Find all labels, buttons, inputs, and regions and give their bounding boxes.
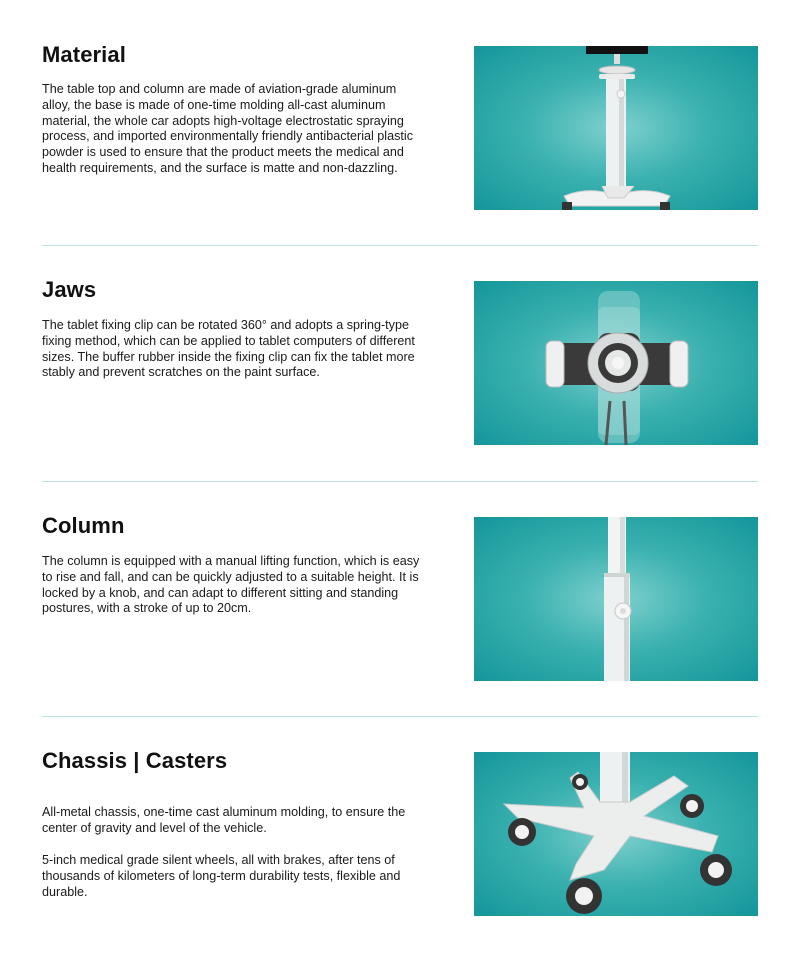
section-divider <box>42 245 758 246</box>
section-text-column: The column is equipped with a manual lifting function, which is easy to rise and fall, and can be quickly adjusted to a suitable height. It is locked by a knob, and can adapt to different sitting and standing postures, with a stroke of up to 20cm. <box>42 554 420 616</box>
section-text-chassis: All-metal chassis, one-time cast aluminum molding, to ensure the center of gravity and level of the vehicle. <box>42 805 406 835</box>
section-text-jaws: The tablet fixing clip can be rotated 360° and adopts a spring-type fixing method, which can be applied to tablet computers of different sizes. The buffer rubber inside the fixing clip can fix the tablet more stably and prevent scratches on the paint surface. <box>42 318 415 380</box>
section-divider <box>42 716 758 717</box>
section-text-casters: 5-inch medical grade silent wheels, all with brakes, after tens of thousands of kilometers of long-term durability tests, flexible and durable. <box>42 853 401 899</box>
section-divider <box>42 481 758 482</box>
section-title-chassis-casters: Chassis | Casters <box>42 748 228 773</box>
material-cart-photo <box>474 46 758 210</box>
jaws-clamp-photo <box>474 281 758 445</box>
section-title-column: Column <box>42 513 125 538</box>
column-lift-photo <box>474 517 758 681</box>
section-title-material: Material <box>42 42 126 67</box>
section-text-material: The table top and column are made of aviation-grade aluminum alloy, the base is made of one-time molding all-cast aluminum material, the whole car adopts high-voltage electrostatic spraying process, and imported environmentally friendly antibacterial plastic powder is used to ensure that the product meets the medical and health requirements, and the surface is matte and non-dazzling. <box>42 82 413 175</box>
chassis-casters-photo <box>474 752 758 916</box>
section-title-jaws: Jaws <box>42 277 97 302</box>
